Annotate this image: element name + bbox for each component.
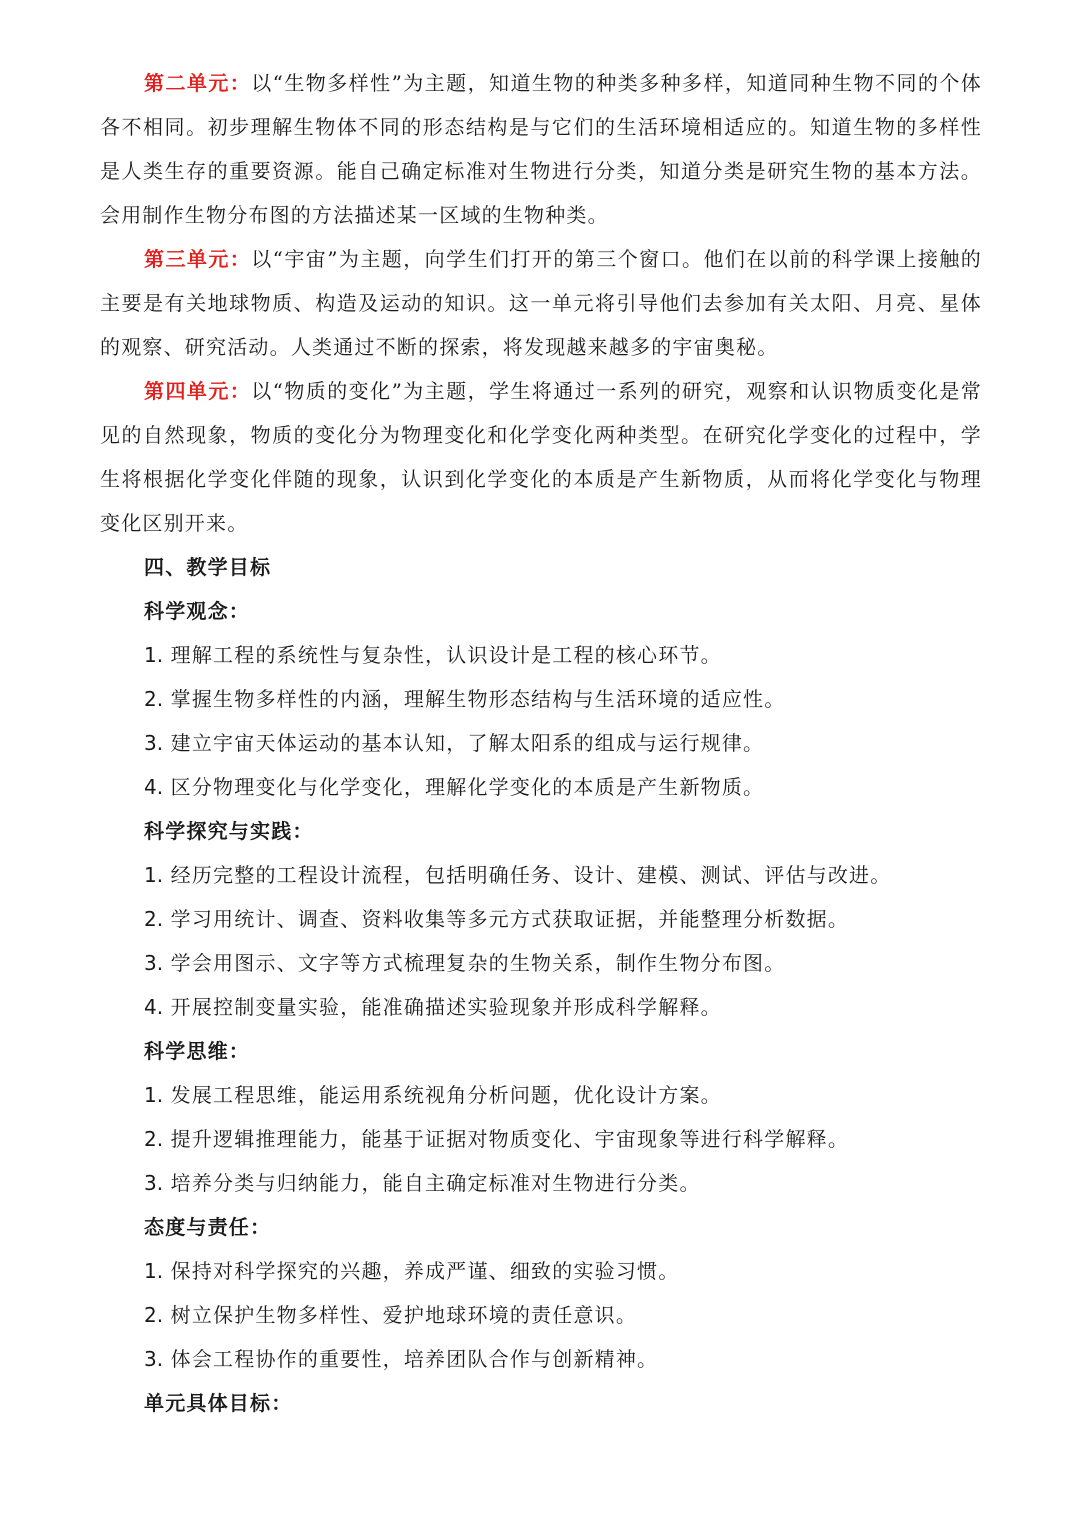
list-item <box>100 1161 982 1205</box>
item-text: 经历完整的工程设计流程，包括明确任务、设计、建模、测试、评估与改进。 <box>170 863 892 887</box>
item-number: 3. <box>144 731 164 755</box>
item-text: 掌握生物多样性的内涵，理解生物形态结构与生活环境的适应性。 <box>170 687 786 711</box>
item-number: 1. <box>144 1083 164 1107</box>
list-item <box>100 941 982 985</box>
goal-heading-scientific-thinking: 科学思维： <box>144 1039 250 1063</box>
unit-2-paragraph <box>100 61 982 237</box>
item-text: 理解工程的系统性与复杂性，认识设计是工程的核心环节。 <box>170 643 722 667</box>
list-item <box>100 1337 982 1381</box>
unit-4-paragraph <box>100 369 982 545</box>
item-number: 3. <box>144 1171 164 1195</box>
unit-4-label: 第四单元： <box>144 379 252 403</box>
item-number: 2. <box>144 687 164 711</box>
item-text: 体会工程协作的重要性，培养团队合作与创新精神。 <box>170 1347 659 1371</box>
list-item <box>100 1249 982 1293</box>
list-item <box>100 1293 982 1337</box>
unit-2-label: 第二单元： <box>144 71 252 95</box>
item-number: 1. <box>144 863 164 887</box>
list-item <box>100 897 982 941</box>
list-item <box>100 1117 982 1161</box>
list-item <box>100 985 982 1029</box>
item-number: 3. <box>144 951 164 975</box>
list-item <box>100 1073 982 1117</box>
item-number: 4. <box>144 775 164 799</box>
goal-heading-science-concepts: 科学观念： <box>144 599 250 623</box>
item-number: 1. <box>144 643 164 667</box>
unit-3-paragraph <box>100 237 982 369</box>
list-item <box>100 853 982 897</box>
unit-3-label: 第三单元： <box>144 247 252 271</box>
item-text: 学会用图示、文字等方式梳理复杂的生物关系，制作生物分布图。 <box>170 951 786 975</box>
item-number: 2. <box>144 1127 164 1151</box>
item-number: 2. <box>144 1303 164 1327</box>
item-text: 开展控制变量实验，能准确描述实验现象并形成科学解释。 <box>170 995 722 1019</box>
item-text: 建立宇宙天体运动的基本认知，了解太阳系的组成与运行规律。 <box>170 731 765 755</box>
unit-goals-heading: 单元具体目标： <box>144 1391 293 1415</box>
item-text: 学习用统计、调查、资料收集等多元方式获取证据，并能整理分析数据。 <box>170 907 850 931</box>
item-number: 2. <box>144 907 164 931</box>
item-number: 3. <box>144 1347 164 1371</box>
list-item <box>100 765 982 809</box>
unit-3-text: 以“宇宙”为主题，向学生们打开的第三个窗口。他们在以前的科学课上接触的主要是有关地球物质、构造及运动的知识。这一单元将引导他们去参加有关太阳、月亮、星体的观察、研究活动。人类通过不断的探索，将发现越来越多的宇宙奥秘。 <box>100 247 983 359</box>
item-text: 区分物理变化与化学变化，理解化学变化的本质是产生新物质。 <box>170 775 765 799</box>
list-item <box>100 677 982 721</box>
item-number: 1. <box>144 1259 164 1283</box>
item-text: 提升逻辑推理能力，能基于证据对物质变化、宇宙现象等进行科学解释。 <box>170 1127 850 1151</box>
item-text: 发展工程思维，能运用系统视角分析问题，优化设计方案。 <box>170 1083 722 1107</box>
section-title: 四、教学目标 <box>144 555 272 579</box>
list-item <box>100 721 982 765</box>
item-text: 树立保护生物多样性、爱护地球环境的责任意识。 <box>170 1303 638 1327</box>
list-item <box>100 633 982 677</box>
unit-2-text: 以“生物多样性”为主题，知道生物的种类多种多样，知道同种生物不同的个体各不相同。初步理解生物体不同的形态结构是与它们的生活环境相适应的。知道生物的多样性是人类生存的重要资源。能自己确定标准对生物进行分类，知道分类是研究生物的基本方法。会用制作生物分布图的方法描述某一区域的生物种类。 <box>100 71 983 227</box>
item-number: 4. <box>144 995 164 1019</box>
item-text: 保持对科学探究的兴趣，养成严谨、细致的实验习惯。 <box>170 1259 680 1283</box>
unit-4-text: 以“物质的变化”为主题，学生将通过一系列的研究，观察和认识物质变化是常见的自然现象，物质的变化分为物理变化和化学变化两种类型。在研究化学变化的过程中，学生将根据化学变化伴随的现象，认识到化学变化的本质是产生新物质，从而将化学变化与物理变化区别开来。 <box>100 379 983 535</box>
item-text: 培养分类与归纳能力，能自主确定标准对生物进行分类。 <box>170 1171 701 1195</box>
goal-heading-attitude-responsibility: 态度与责任： <box>144 1215 272 1239</box>
goal-heading-inquiry-practice: 科学探究与实践： <box>144 819 314 843</box>
